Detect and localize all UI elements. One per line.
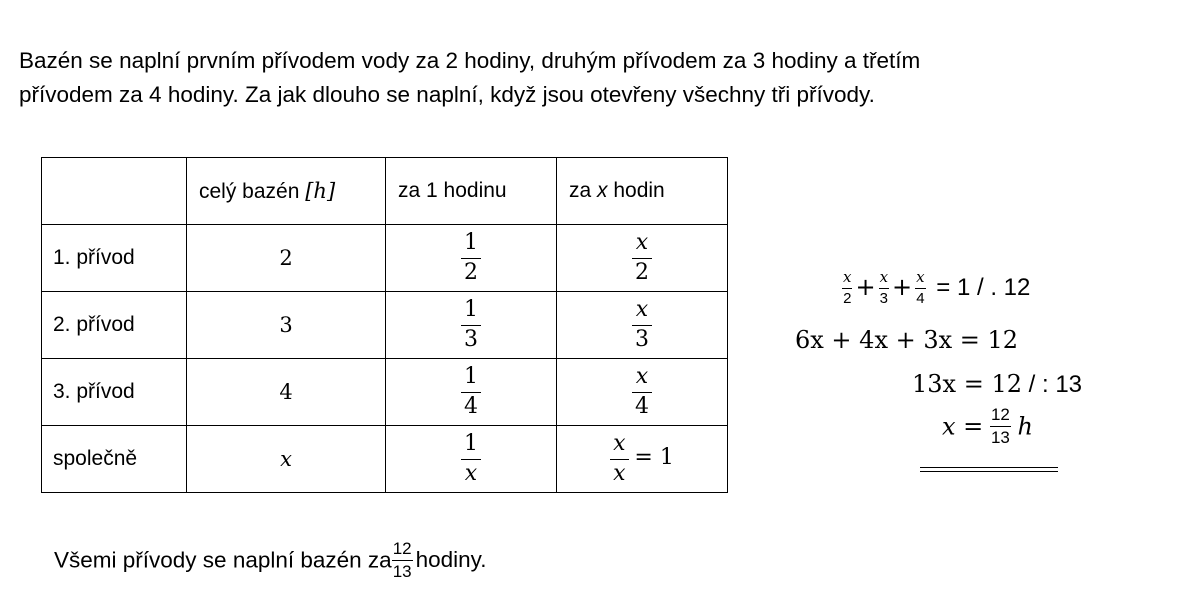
per-hour-fraction: $\frac{1}{2}$ [386, 225, 557, 292]
per-hour-fraction: $\frac{1}{x}$ [386, 426, 557, 493]
row-label: 3. přívod [42, 359, 187, 426]
whole-pool-time: 3 [187, 292, 386, 359]
whole-pool-time: 4 [187, 359, 386, 426]
header-whole-pool: celý bazén [h] [187, 158, 386, 225]
table-row [42, 426, 728, 493]
equation-3: 13x = 12 / : 13 [912, 370, 1083, 398]
row-label: 2. přívod [42, 292, 187, 359]
whole-pool-time: x [187, 426, 386, 493]
header-per-hour: za 1 hodinu [386, 158, 557, 225]
row-label: společně [42, 426, 187, 493]
per-x-equation: $\frac{x}{x}$ = 1 [557, 426, 728, 493]
equation-4: x = $\frac{12}{13}$ h [942, 405, 1034, 447]
per-x-fraction: $\frac{x}{2}$ [557, 225, 728, 292]
answer-sentence: Všemi přívody se naplní bazén za $\frac{12}{13}$ hodiny. [54, 539, 487, 581]
per-x-fraction: $\frac{x}{3}$ [557, 292, 728, 359]
answer-fraction: $\frac{12}{13}$ [392, 539, 412, 581]
per-hour-fraction: $\frac{1}{3}$ [386, 292, 557, 359]
header-per-x-hours: za x hodin [557, 158, 728, 225]
table-row [42, 225, 728, 292]
whole-pool-time: 2 [187, 225, 386, 292]
equals-one: = 1 [634, 445, 674, 471]
problem-line-2: přívodem za 4 hodiny. Za jak dlouho se naplní, když jsou otevřeny všechny tři přívody. [19, 82, 875, 107]
per-hour-fraction: $\frac{1}{4}$ [386, 359, 557, 426]
table-header-row [42, 158, 728, 225]
problem-statement [19, 44, 1181, 112]
solution-table [41, 157, 728, 493]
equation-1-rhs: = 1 / . 12 [936, 274, 1031, 302]
table-row [42, 359, 728, 426]
equation-2: 6x + 4x + 3x = 12 [795, 326, 1019, 354]
row-label: 1. přívod [42, 225, 187, 292]
table-row [42, 292, 728, 359]
per-x-fraction: $\frac{x}{4}$ [557, 359, 728, 426]
equation-1: $\frac{x}{2}$ + $\frac{x}{3}$ + $\frac{x}{4}$ = 1 / . 12 [843, 268, 1031, 307]
double-underline [920, 467, 1058, 472]
header-empty-cell [42, 158, 187, 225]
problem-line-1: Bazén se naplní prvním přívodem vody za 2 hodiny, druhým přívodem za 3 hodiny a třetím [19, 48, 921, 73]
